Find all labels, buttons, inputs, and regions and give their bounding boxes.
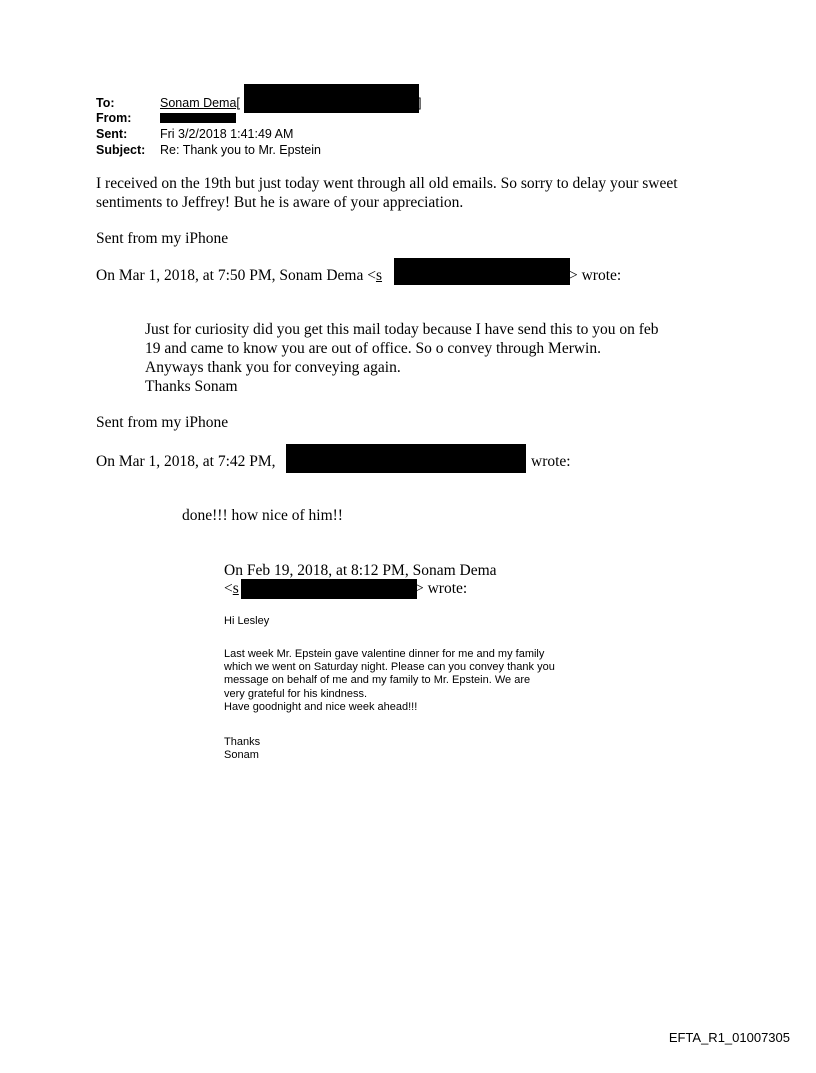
orig-line: Have goodnight and nice week ahead!!! <box>224 700 418 713</box>
quote2-prefix: On Mar 1, 2018, at 7:42 PM, <box>96 453 276 470</box>
reply-line: sentiments to Jeffrey! But he is aware of your appreciation. <box>96 194 464 211</box>
orig-line: very grateful for his kindness. <box>224 687 368 700</box>
orig-closing <box>224 736 260 762</box>
quote3-line1: On Feb 19, 2018, at 8:12 PM, Sonam Dema <box>224 562 497 579</box>
redaction-quote3-email <box>241 579 417 599</box>
quote1-prefix: On Mar 1, 2018, at 7:50 PM, Sonam Dema < <box>96 267 376 284</box>
quote3-line2 <box>224 579 239 598</box>
reply-paragraph <box>96 174 678 212</box>
orig-line: which we went on Saturday night. Please can you convey thank you <box>224 661 555 674</box>
to-label: To: <box>96 96 115 110</box>
subject-label: Subject: <box>96 143 146 157</box>
redaction-quote1-email <box>394 258 570 285</box>
quote1-line: Thanks Sonam <box>145 378 238 395</box>
quote1-email-start: s <box>375 267 383 284</box>
redaction-quote2-sender <box>286 444 526 473</box>
reply-line: I received on the 19th but just today went through all old emails. So sorry to delay your sweet <box>96 175 678 192</box>
quote1-line: Anyways thank you for conveying again. <box>145 359 401 376</box>
quote2-text: done!!! how nice of him!! <box>182 507 343 524</box>
quote1-line: Just for curiosity did you get this mail today because I have send this to you on feb <box>145 321 659 338</box>
document-id: EFTA_R1_01007305 <box>668 1030 790 1045</box>
quote1-body <box>145 320 659 396</box>
quote1-suffix: > wrote: <box>569 267 622 284</box>
redaction-to-email <box>244 84 422 113</box>
orig-greeting: Hi Lesley <box>224 615 270 627</box>
orig-line: Last week Mr. Epstein gave valentine dinner for me and my family <box>224 648 545 660</box>
quote3-prefix: < <box>224 580 233 597</box>
quote3-email-start: s <box>232 580 239 597</box>
sent-value: Fri 3/2/2018 1:41:49 AM <box>160 127 294 141</box>
redaction-from-value <box>160 113 236 123</box>
sent-label: Sent: <box>96 127 128 141</box>
orig-closing-thanks: Thanks <box>224 736 261 748</box>
signature-iphone-1: Sent from my iPhone <box>96 230 229 247</box>
subject-value: Re: Thank you to Mr. Epstein <box>160 143 321 157</box>
to-bracket: ] <box>418 96 422 110</box>
quote3-suffix: > wrote: <box>415 580 468 597</box>
quote1-header <box>96 266 382 285</box>
signature-iphone-2: Sent from my iPhone <box>96 414 229 431</box>
orig-closing-name: Sonam <box>224 749 259 762</box>
to-value: Sonam Dema[ <box>160 96 240 110</box>
orig-line: message on behalf of me and my family to Mr. Epstein. We are <box>224 674 531 687</box>
quote2-suffix: wrote: <box>531 453 571 470</box>
quote1-line: 19 and came to know you are out of office. So o convey through Merwin. <box>145 340 601 357</box>
from-label: From: <box>96 111 132 125</box>
orig-body <box>224 648 555 714</box>
